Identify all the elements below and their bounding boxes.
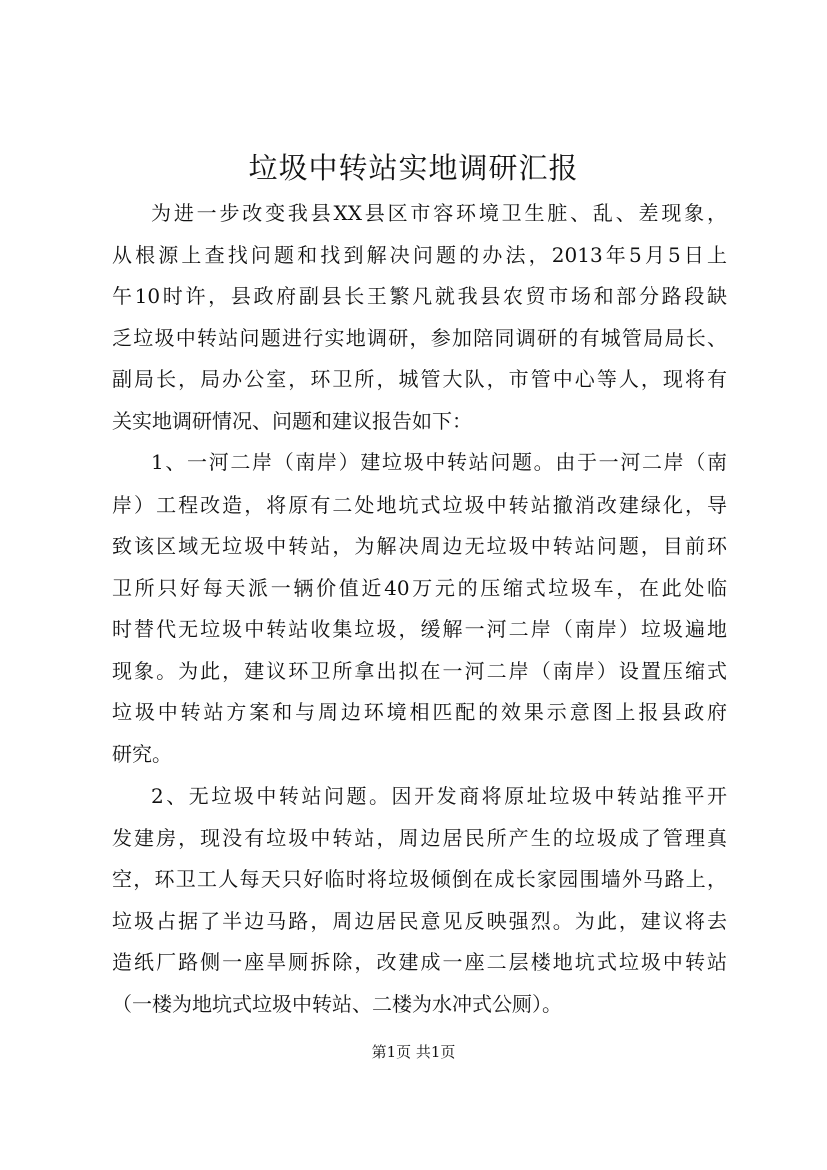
text-line: 副局长，局办公室，环卫所，城管大队，市管中心等人，现将有 — [112, 367, 727, 391]
text-line: 卫所只好每天派一辆价值近40万元的压缩式垃圾车，在此处临 — [112, 576, 727, 600]
text-line: 造纸厂路侧一座旱厕拆除，改建成一座二层楼地坑式垃圾中转站 — [112, 950, 727, 974]
text-line: 垃圾占据了半边马路，周边居民意见反映强烈。为此，建议将去 — [112, 909, 727, 933]
text-line: 岸）工程改造，将原有二处地坑式垃圾中转站撤消改建绿化，导 — [112, 493, 727, 517]
text-line: 研究。 — [112, 742, 172, 766]
text-line: （一楼为地坑式垃圾中转站、二楼为水冲式公厕）。 — [112, 992, 562, 1016]
page-number-footer: 第1页 共1页 — [371, 1043, 456, 1061]
text-line: 午10时许，县政府副县长王繁凡就我县农贸市场和部分路段缺 — [112, 284, 727, 308]
text-line: 发建房，现没有垃圾中转站，周边居民所产生的垃圾成了管理真 — [112, 826, 727, 850]
text-line: 致该区域无垃圾中转站，为解决周边无垃圾中转站问题，目前环 — [112, 534, 727, 558]
text-line: 1、一河二岸（南岸）建垃圾中转站问题。由于一河二岸（南 — [151, 450, 727, 474]
text-line: 关实地调研情况、问题和建议报告如下： — [112, 409, 472, 433]
text-line: 时替代无垃圾中转站收集垃圾，缓解一河二岸（南岸）垃圾遍地 — [112, 617, 727, 641]
text-line: 为进一步改变我县XX县区市容环境卫生脏、乱、差现象， — [151, 201, 727, 225]
text-line: 现象。为此，建议环卫所拿出拟在一河二岸（南岸）设置压缩式 — [112, 659, 727, 683]
text-line: 空，环卫工人每天只好临时将垃圾倾倒在成长家园围墙外马路上， — [112, 867, 727, 891]
text-line: 2、无垃圾中转站问题。因开发商将原址垃圾中转站推平开 — [151, 784, 727, 808]
text-line: 乏垃圾中转站问题进行实地调研，参加陪同调研的有城管局局长、 — [112, 326, 727, 350]
document-title: 垃圾中转站实地调研汇报 — [248, 151, 579, 185]
text-line: 从根源上查找问题和找到解决问题的办法，2013年5月5日上 — [112, 243, 727, 267]
text-line: 垃圾中转站方案和与周边环境相匹配的效果示意图上报县政府 — [112, 700, 727, 724]
